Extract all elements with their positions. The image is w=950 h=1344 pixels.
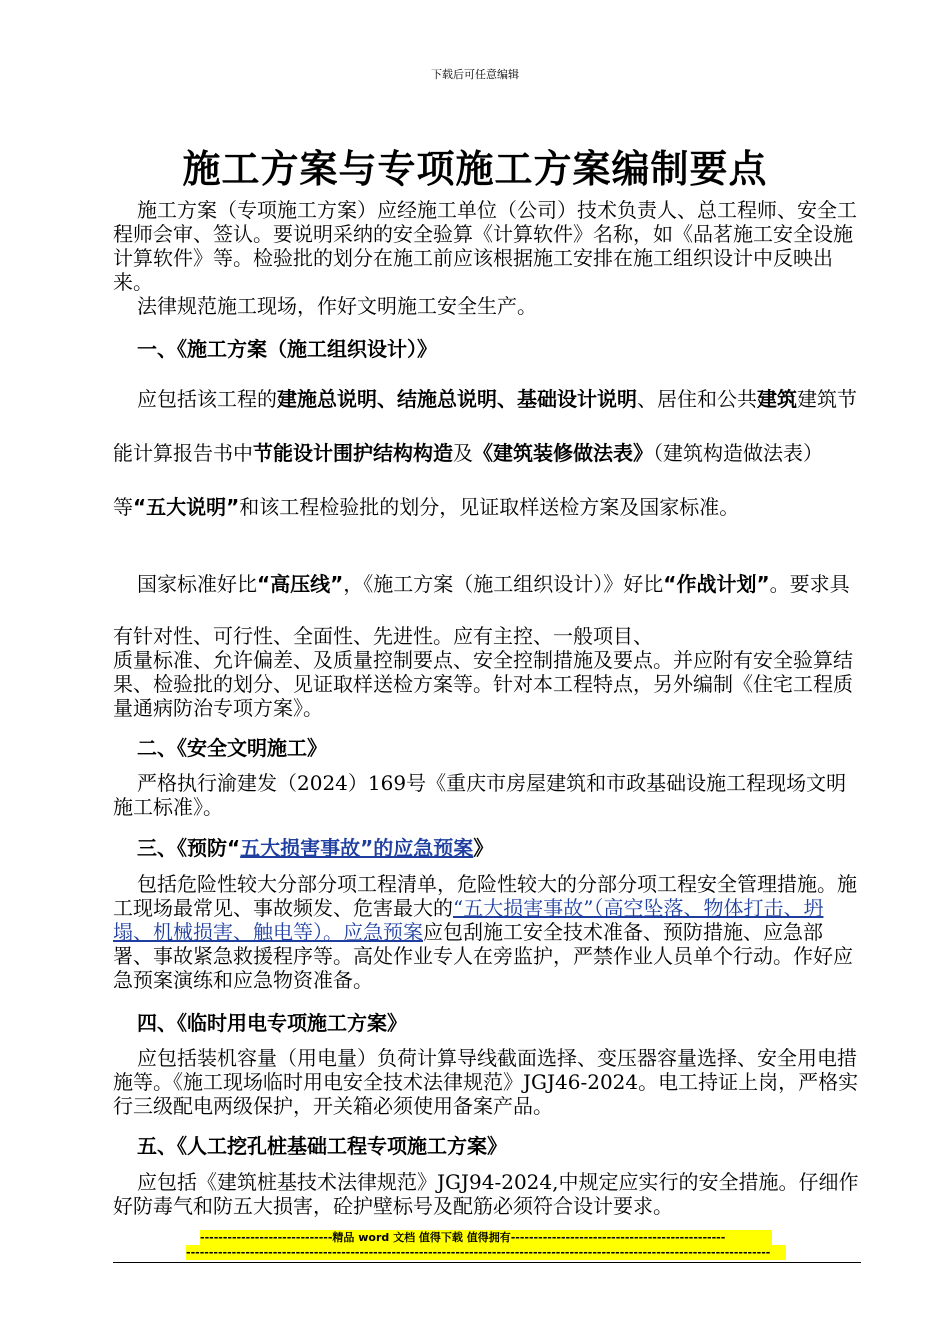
section-5-body xyxy=(113,1170,861,1218)
bold-run: “作战计划” xyxy=(663,572,770,596)
intro-paragraph: 施工方案（专项施工方案）应经施工单位（公司）技术负责人、总工程师、安全工程师会审、签认。要说明采纳的安全验算《计算软件》名称，如《品茗施工安全设施计算软件》等。检验批的划分在施工前应该根据施工安排在施工组织设计中反映出来。 xyxy=(113,198,857,294)
page-footer xyxy=(186,1230,786,1260)
text-run: 、居住和公共 xyxy=(637,387,757,411)
section-3-heading xyxy=(113,836,861,860)
footer-dash-line: -------------------------------------------------------------------------------------------------------------------------------- xyxy=(186,1245,786,1260)
section-5 xyxy=(113,1134,861,1158)
text-run: 包括危险性较大分部分项工程清单，危险性较大的分部分项工程安全管理措施。施工现场最常见、事故频发、危害最大的 xyxy=(113,872,857,920)
section-5-heading: 五、《人工挖孔桩基础工程专项施工方案》 xyxy=(137,1134,507,1158)
section-3 xyxy=(113,836,861,860)
section-1 xyxy=(113,337,861,361)
section-1-paragraph-1 xyxy=(113,372,861,534)
bold-run: 建筑 xyxy=(757,387,797,411)
bold-run: 《建筑装修做法表》 xyxy=(473,441,653,465)
section-1-body xyxy=(113,372,861,534)
text-run: 。要求具有针对性、可行性、全面性、先进性。应有主控、一般项目、 xyxy=(113,572,850,648)
section-1-body-2 xyxy=(113,558,861,662)
footer-rule xyxy=(113,1262,861,1263)
bold-run: “五大说明” xyxy=(133,495,240,519)
section-2-body xyxy=(113,771,861,819)
page-header: 下载后可任意编辑 xyxy=(431,68,519,81)
intro-paragraph-2: 法律规范施工现场，作好文明施工安全生产。 xyxy=(137,294,537,318)
text-run: 建筑节能计算报告书中 xyxy=(113,387,857,465)
text-run: （建筑构造做法表）等 xyxy=(113,441,823,519)
emergency-plan-link[interactable]: 五大损害事故”的应急预案 xyxy=(240,836,474,860)
section-1-heading: 一、《施工方案（施工组织设计）》 xyxy=(137,337,437,361)
section-1-paragraph-3: 质量标准、允许偏差、及质量控制要点、安全控制措施及要点。并应附有安全验算结果、检验批的划分、见证取样送检方案等。针对本工程特点，另外编制《住宅工程质量通病防治专项方案》。 xyxy=(113,648,853,720)
section-2-heading: 二、《安全文明施工》 xyxy=(137,736,327,760)
section-4-paragraph: 应包括装机容量（用电量）负荷计算导线截面选择、变压器容量选择、安全用电措施等。《施工现场临时用电安全技术法律规范》JGJ46-2024。电工持证上岗，严格实行三级配电两级保护，开关箱必须使用备案产品。 xyxy=(113,1046,859,1118)
text-run: ，《施工方案（施工组织设计）》好比 xyxy=(343,572,664,596)
text-run: 和该工程检验批的划分，见证取样送检方案及国家标准。 xyxy=(239,495,740,519)
bold-run: 节能设计围护结构构造 xyxy=(253,441,453,465)
section-1-paragraph-2 xyxy=(113,558,861,662)
bold-run: 建施总说明、结施总说明、基础设计说明 xyxy=(277,387,637,411)
bold-run: “高压线” xyxy=(257,572,344,596)
section-4 xyxy=(113,1011,861,1035)
document-title: 施工方案与专项施工方案编制要点 xyxy=(182,147,768,191)
section-2-paragraph: 严格执行渝建发（2024）169号《重庆市房屋建筑和市政基础设施工程现场文明施工标准》。 xyxy=(113,771,847,819)
intro-section xyxy=(113,198,861,318)
text-run: 应包刮施工安全技术准备、预防措施、应急部署、事故紧急救援程序等。高处作业专人在旁监护，严禁作业人员单个行动。作好应急预案演练和应急物资准备。 xyxy=(113,920,853,992)
section-5-paragraph: 应包括《建筑桩基技术法律规范》JGJ94-2024,中规定应实行的安全措施。仔细作好防毒气和防五大损害，砼护壁标号及配筋必须符合设计要求。 xyxy=(113,1170,859,1218)
heading-text: 三、《预防“ xyxy=(137,836,241,860)
footer-banner: -----------------------------精品 word 文档 值得下载 值得拥有----------------------------------------------- xyxy=(200,1230,772,1245)
text-run: 国家标准好比 xyxy=(137,572,257,596)
section-1-body-3 xyxy=(113,648,861,720)
section-2 xyxy=(113,736,861,760)
section-4-body xyxy=(113,1046,861,1118)
section-3-paragraph xyxy=(113,872,861,992)
five-accidents-link[interactable]: “五大损害事故”（高空坠落、物体打击、坍塌、机械损害、触电等）。应急预案 xyxy=(113,896,824,944)
text-run: 应包括该工程的 xyxy=(137,387,277,411)
text-run: 及 xyxy=(453,441,473,465)
section-3-body xyxy=(113,872,861,992)
section-4-heading: 四、《临时用电专项施工方案》 xyxy=(137,1011,407,1035)
heading-text: 》 xyxy=(473,836,494,860)
